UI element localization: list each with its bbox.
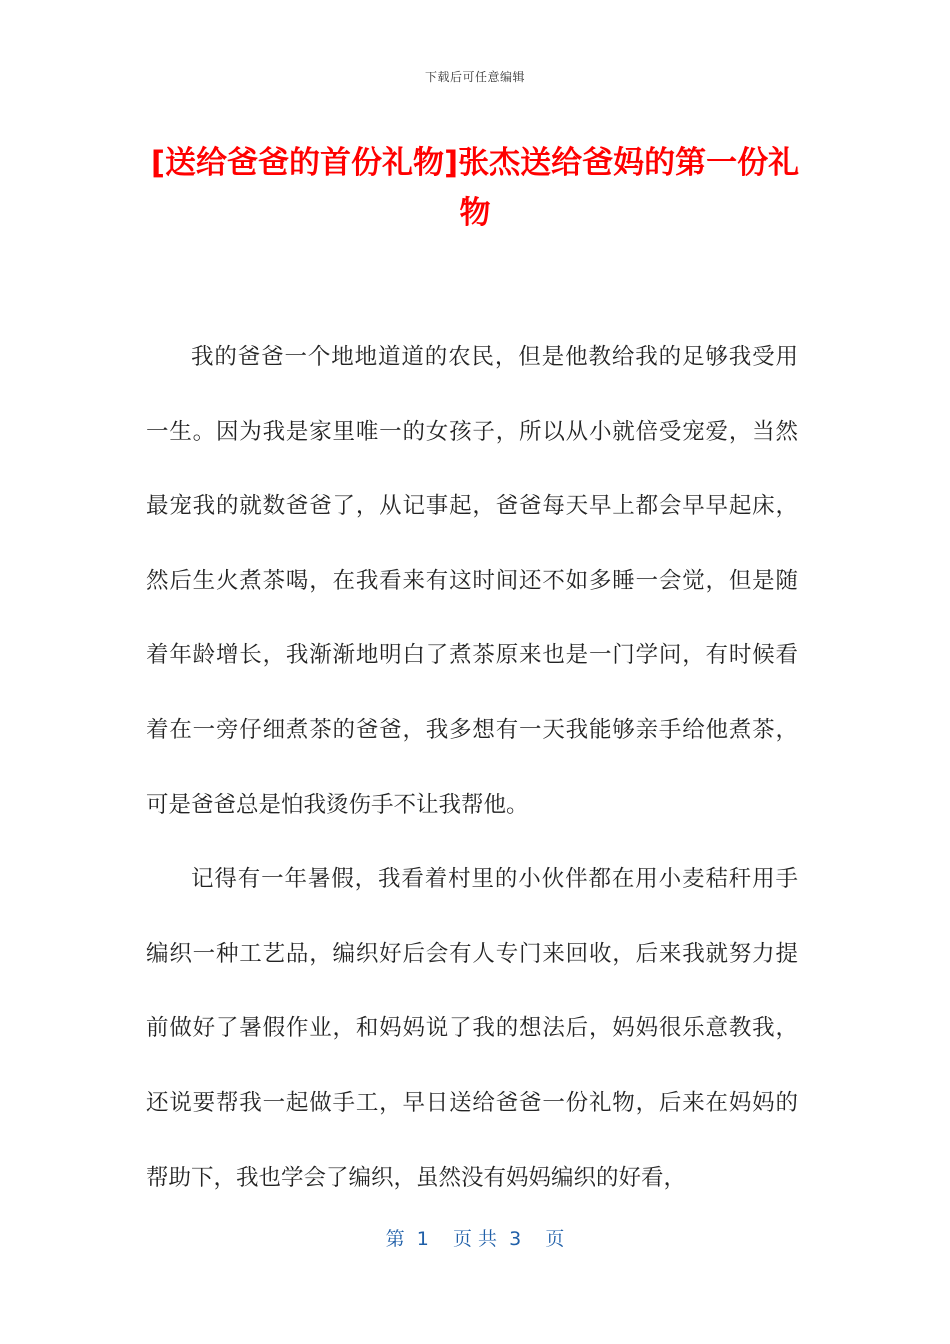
document-title: [送给爸爸的首份礼物]张杰送给爸妈的第一份礼物 [150, 145, 800, 231]
paragraph: 我的爸爸一个地地道道的农民，但是他教给我的足够我受用一生。因为我是家里唯一的女孩子，所以从小就倍受宠爱，当然最宠我的就数爸爸了，从记事起，爸爸每天早上都会早早起床，然后生火煮茶喝，在我看来有这时间还不如多睡一会觉，但是随着年龄增长，我渐渐地明白了煮茶原来也是一门学问，有时候看着在一旁仔细煮茶的爸爸，我多想有一天我能够亲手给他煮茶，可是爸爸总是怕我烫伤手不让我帮他。 [146, 344, 798, 818]
page-number-footer: 第 1 页 共 3 页 [385, 1228, 565, 1250]
paragraph: 记得有一年暑假，我看着村里的小伙伴都在用小麦秸秆用手编织一种工艺品，编织好后会有人专门来回收，后来我就努力提前做好了暑假作业，和妈妈说了我的想法后，妈妈很乐意教我，还说要帮我一起做手工，早日送给爸爸一份礼物，后来在妈妈的帮助下，我也学会了编织，虽然没有妈妈编织的好看， [146, 866, 798, 1191]
header-note: 下载后可任意编辑 [424, 70, 525, 84]
document-body [146, 320, 798, 1215]
